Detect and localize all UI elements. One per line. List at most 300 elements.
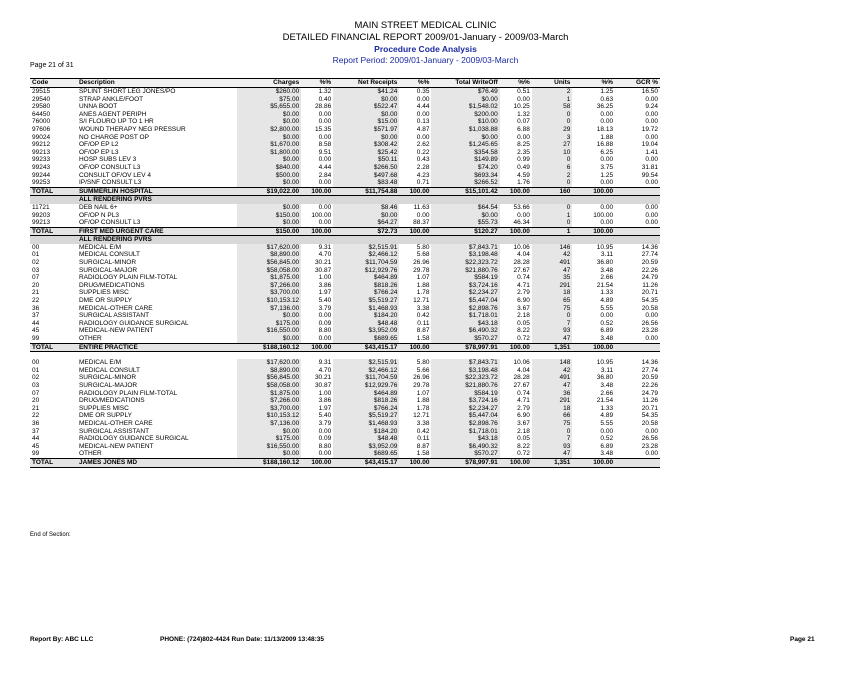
table-cell: 1.33 (600, 289, 614, 297)
table-cell: 4.70 (318, 251, 332, 259)
table-cell: 100.00 (301, 227, 333, 236)
table-cell: $5,519.27 (333, 412, 399, 420)
footer-page-number: Page 21 (790, 636, 815, 643)
table-cell: 54.35 (641, 412, 658, 420)
table-cell: DRUG/MEDICATIONS (78, 281, 145, 289)
table-cell: 0.22 (416, 148, 430, 156)
table-row (30, 282, 660, 290)
table-cell: $8,890.00 (237, 367, 301, 375)
table-cell: 0.35 (416, 88, 430, 95)
table-cell: $188,160.12 (237, 343, 301, 352)
table-row (30, 219, 660, 227)
table-cell: $149.89 (431, 156, 499, 164)
table-cell: 3.38 (416, 419, 430, 427)
table-cell: 3.67 (517, 419, 530, 427)
table-cell: 2.66 (600, 274, 614, 282)
table-cell: $78,997.91 (431, 343, 499, 352)
table-cell: $840.00 (237, 164, 301, 172)
table-cell: $12,929.76 (333, 267, 399, 275)
table-cell: $22,323.72 (431, 374, 499, 382)
table-cell: 0.00 (600, 219, 614, 227)
table-cell: $11,704.59 (333, 259, 399, 267)
table-cell: 36.80 (596, 259, 614, 267)
table-cell (333, 352, 399, 360)
table-cell: 07 (32, 389, 40, 397)
table-cell: 0.00 (318, 133, 332, 141)
financial-table (30, 78, 660, 468)
report-period: Report Period: 2009/01-January - 2009/03-March (332, 55, 519, 65)
table-cell: 8.87 (416, 327, 430, 335)
table-cell: $5,447.04 (431, 412, 499, 420)
table-cell: 93 (532, 443, 573, 451)
table-cell: 0.00 (318, 110, 332, 118)
table-cell: $21,880.76 (431, 382, 499, 390)
table-cell: 12.71 (413, 297, 430, 305)
table-cell: $1,468.93 (333, 420, 399, 428)
table-cell: $78,997.91 (431, 458, 499, 467)
table-cell: OTHER (78, 335, 102, 342)
table-cell: 0.00 (645, 118, 658, 126)
table-cell: $12,929.76 (333, 382, 399, 390)
table-cell: 1.00 (318, 274, 332, 282)
table-cell: 36 (32, 419, 40, 427)
table-cell (333, 196, 399, 204)
table-cell: 4.71 (517, 397, 530, 405)
table-cell: 99213 (32, 219, 51, 227)
table-cell: 8.80 (318, 442, 332, 450)
table-row (30, 88, 660, 96)
analysis-title: Procedure Code Analysis (374, 44, 477, 54)
table-cell: 0.51 (517, 88, 530, 95)
column-header: %% (572, 79, 615, 88)
table-cell: 3.86 (318, 397, 332, 405)
table-cell: $0.00 (237, 134, 301, 142)
table-cell: 27.74 (641, 251, 658, 259)
table-row (30, 259, 660, 267)
table-cell: $76.49 (431, 88, 499, 96)
section-row (30, 236, 660, 244)
table-cell: OTHER (78, 450, 102, 458)
table-cell: 36 (532, 390, 573, 398)
table-cell: 07 (32, 274, 40, 282)
table-cell: 1 (532, 227, 573, 236)
table-cell: 0.43 (416, 156, 430, 164)
table-cell: 0.72 (517, 335, 530, 342)
table-cell: 03 (32, 381, 40, 389)
table-cell: $464.89 (333, 274, 399, 282)
table-cell: 35 (532, 274, 573, 282)
table-cell: 8.58 (318, 141, 332, 149)
table-cell: $3,952.09 (333, 443, 399, 451)
table-cell: $6,490.32 (431, 443, 499, 451)
table-cell: 0.00 (645, 335, 658, 342)
table-cell: RADIOLOGY PLAIN FILM-TOTAL (78, 389, 178, 397)
table-cell: 10.95 (596, 359, 614, 367)
table-cell: $15,101.42 (431, 187, 499, 196)
table-cell: 0.00 (517, 95, 530, 103)
table-cell: 1.32 (517, 110, 530, 118)
table-row (30, 312, 660, 320)
table-cell: 0.00 (600, 312, 614, 320)
table-cell: 291 (532, 397, 573, 405)
table-cell: 3.86 (318, 281, 332, 289)
table-row (30, 164, 660, 172)
table-cell: $0.00 (431, 134, 499, 142)
table-row (30, 320, 660, 328)
table-cell: 3.48 (600, 266, 614, 274)
table-cell: 4.59 (517, 171, 530, 179)
table-cell: 29.78 (413, 381, 430, 389)
table-cell: 54.35 (641, 297, 658, 305)
table-cell: $2,898.76 (431, 420, 499, 428)
table-cell: 29540 (32, 95, 51, 103)
table-cell (572, 352, 615, 360)
table-cell: 0.71 (416, 179, 430, 187)
table-cell: $56,845.00 (237, 374, 301, 382)
table-cell: $150.00 (237, 227, 301, 236)
table-cell: $48.48 (333, 320, 399, 328)
table-cell: FIRST MED URGENT CARE (77, 227, 237, 236)
table-cell (399, 196, 431, 204)
table-cell: 1.32 (318, 88, 332, 95)
table-cell: 21 (32, 289, 40, 297)
table-cell: 1 (532, 212, 573, 220)
table-row (30, 382, 660, 390)
table-cell: TOTAL (30, 343, 77, 352)
table-cell: 58 (532, 103, 573, 111)
table-cell: 37 (32, 427, 40, 435)
table-cell: 100.00 (572, 458, 615, 467)
table-cell: $83.48 (333, 179, 399, 187)
table-cell: 3 (532, 134, 573, 142)
table-cell: $0.00 (237, 312, 301, 320)
table-cell: $7,266.00 (237, 397, 301, 405)
table-cell: 4.89 (600, 297, 614, 305)
table-cell: 6.90 (517, 412, 530, 420)
total-row (30, 187, 660, 196)
table-cell: $3,724.16 (431, 397, 499, 405)
table-cell: $16,550.00 (237, 443, 301, 451)
table-cell: $0.00 (237, 219, 301, 227)
table-cell: 0 (532, 204, 573, 212)
table-cell: 491 (532, 259, 573, 267)
table-cell: 0.00 (645, 219, 658, 227)
table-cell: $2,515.91 (333, 359, 399, 367)
table-cell: 02 (32, 259, 40, 267)
table-row (30, 359, 660, 367)
table-cell: 9.31 (318, 243, 332, 251)
table-cell: MEDICAL-NEW PATIENT (78, 327, 154, 335)
table-cell: 99233 (32, 156, 51, 164)
table-cell: ALL RENDERING PVRS (77, 196, 237, 204)
table-cell: $58,058.00 (237, 267, 301, 275)
table-cell: $200.00 (431, 111, 499, 119)
table-cell: $64.54 (431, 204, 499, 212)
table-cell: OF/OP CONSULT L3 (78, 219, 141, 227)
table-cell: 100.00 (500, 227, 532, 236)
table-cell: $64.27 (333, 219, 399, 227)
table-cell: 2.18 (517, 427, 530, 435)
table-row (30, 274, 660, 282)
table-cell: 99203 (32, 211, 51, 219)
table-cell: 66 (532, 412, 573, 420)
table-cell (615, 352, 660, 360)
table-cell: 21 (32, 404, 40, 412)
table-cell: 18.13 (596, 125, 614, 133)
table-cell: SURGICAL-MINOR (78, 259, 137, 267)
table-cell: 36.80 (596, 374, 614, 382)
table-cell (615, 458, 660, 467)
table-cell: 30.21 (314, 259, 332, 267)
table-cell: 0 (532, 111, 573, 119)
table-row (30, 289, 660, 297)
table-cell: 29 (532, 126, 573, 134)
table-cell: 0.07 (517, 118, 530, 126)
table-cell: 0.00 (416, 110, 430, 118)
table-row (30, 251, 660, 259)
table-cell: 47 (532, 450, 573, 458)
table-cell: 100.00 (301, 458, 333, 467)
table-cell: $74.20 (431, 164, 499, 172)
table-cell: $41.24 (333, 88, 399, 96)
table-cell: 5.80 (416, 359, 430, 367)
table-row (30, 111, 660, 119)
table-cell: DME OR SUPPLY (78, 297, 132, 305)
table-cell: 20.58 (641, 304, 658, 312)
table-cell: 0.00 (318, 203, 332, 211)
table-row (30, 134, 660, 142)
table-cell: 100.00 (572, 343, 615, 352)
table-cell: 64450 (32, 110, 51, 118)
table-cell: $7,843.71 (431, 359, 499, 367)
table-cell: 0.00 (416, 211, 430, 219)
table-header-row (30, 79, 660, 88)
table-cell (615, 236, 660, 244)
table-cell: $2,234.27 (431, 405, 499, 413)
table-cell (532, 236, 573, 244)
table-cell: $58,058.00 (237, 382, 301, 390)
table-cell: 14.36 (641, 359, 658, 367)
table-cell: 21.54 (596, 397, 614, 405)
table-cell: 0.99 (517, 156, 530, 164)
table-cell (30, 236, 77, 244)
table-cell: 16.88 (596, 141, 614, 149)
table-cell: $21,880.76 (431, 267, 499, 275)
table-cell: 7 (532, 320, 573, 328)
table-cell: TOTAL (30, 227, 77, 236)
table-cell (237, 236, 301, 244)
table-row (30, 267, 660, 275)
table-cell: $10,153.12 (237, 297, 301, 305)
table-row (30, 420, 660, 428)
table-cell: 6.89 (600, 442, 614, 450)
table-cell: 1.88 (600, 133, 614, 141)
table-cell: $689.65 (333, 450, 399, 458)
table-cell: $0.00 (333, 96, 399, 104)
table-cell: $3,198.48 (431, 251, 499, 259)
table-cell: 10 (532, 149, 573, 157)
table-cell: MEDICAL CONSULT (78, 366, 141, 374)
table-cell: $43.18 (431, 320, 499, 328)
table-cell: 100.00 (311, 211, 332, 219)
table-cell: 0.09 (318, 319, 332, 327)
table-cell: 0.00 (600, 118, 614, 126)
table-cell: 30.21 (314, 374, 332, 382)
table-cell: 5.40 (318, 297, 332, 305)
table-cell: OF/OP CONSULT L3 (78, 163, 141, 171)
table-cell: DEB NAIL 6+ (78, 203, 118, 211)
table-cell: 75 (532, 420, 573, 428)
table-row (30, 141, 660, 149)
table-cell: $266.50 (333, 164, 399, 172)
table-cell: MEDICAL CONSULT (78, 251, 141, 259)
table-cell: 1.07 (416, 274, 430, 282)
table-cell (532, 352, 573, 360)
table-cell: 00 (32, 359, 40, 367)
table-cell: 100.00 (572, 227, 615, 236)
table-cell: 6.25 (600, 148, 614, 156)
table-cell: 10.06 (513, 359, 530, 367)
table-cell: 0.00 (318, 179, 332, 187)
table-cell: $0.00 (237, 111, 301, 119)
table-cell: 100.00 (399, 458, 431, 467)
table-cell: $3,724.16 (431, 282, 499, 290)
table-cell: $19,022.00 (237, 187, 301, 196)
table-cell: $184.20 (333, 428, 399, 436)
table-cell: 0.00 (645, 211, 658, 219)
table-cell: 0.00 (600, 179, 614, 187)
table-cell: $260.00 (237, 88, 301, 96)
table-cell: 3.48 (600, 450, 614, 458)
table-cell: 20.71 (641, 404, 658, 412)
table-cell: 0.00 (645, 312, 658, 320)
table-cell: 148 (532, 359, 573, 367)
table-cell: 100.00 (399, 187, 431, 196)
table-cell: $6,490.32 (431, 327, 499, 335)
table-cell: $11,704.59 (333, 374, 399, 382)
table-cell: 75 (532, 305, 573, 313)
column-header: %% (399, 79, 431, 88)
table-cell: 1.00 (318, 389, 332, 397)
table-cell: 100.00 (399, 227, 431, 236)
table-cell: 1.76 (517, 179, 530, 187)
table-cell: $188,160.12 (237, 458, 301, 467)
table-cell: 36 (32, 304, 40, 312)
table-cell: $497.68 (333, 172, 399, 180)
table-cell: 18 (532, 289, 573, 297)
report-title: DETAILED FINANCIAL REPORT 2009/01-January - 2009/03-March (282, 32, 569, 43)
table-cell: ENTIRE PRACTICE (77, 343, 237, 352)
table-cell: 0.00 (600, 110, 614, 118)
table-cell: 2 (532, 172, 573, 180)
table-cell: 9.24 (645, 103, 658, 111)
table-cell: 2.79 (517, 404, 530, 412)
table-cell: 8.80 (318, 327, 332, 335)
table-cell: 99213 (32, 148, 51, 156)
table-cell: $175.00 (237, 435, 301, 443)
table-cell: ALL RENDERING PVRS (77, 236, 237, 244)
table-cell (399, 352, 431, 360)
table-cell (237, 196, 301, 204)
table-cell: 29515 (32, 88, 51, 95)
total-row (30, 458, 660, 467)
table-cell: MEDICAL E/M (78, 359, 121, 367)
table-row (30, 156, 660, 164)
table-cell: 0.00 (600, 203, 614, 211)
table-cell: 99212 (32, 141, 51, 149)
table-cell: $43,415.17 (333, 458, 399, 467)
table-row (30, 435, 660, 443)
table-cell: 0.00 (517, 133, 530, 141)
table-cell: $500.00 (237, 172, 301, 180)
table-cell: 30.87 (314, 266, 332, 274)
table-cell: 1.25 (600, 88, 614, 95)
table-cell: 0 (532, 312, 573, 320)
table-cell (431, 352, 499, 360)
footer-phone-run-date: PHONE: (724)802-4424 Run Date: 11/13/2009 13:48:35 (160, 636, 325, 643)
table-cell: $7,266.00 (237, 282, 301, 290)
table-row (30, 172, 660, 180)
table-cell (30, 352, 77, 360)
table-cell: UNNA BOOT (78, 103, 118, 111)
table-cell: 26.96 (413, 259, 430, 267)
table-cell: 0.74 (517, 389, 530, 397)
table-cell: 0.00 (318, 335, 332, 342)
table-cell: 3.75 (600, 163, 614, 171)
table-cell: 99.54 (641, 171, 658, 179)
table-cell: 100.00 (301, 187, 333, 196)
table-cell: SURGICAL-MAJOR (78, 266, 138, 274)
table-cell: $15.00 (333, 118, 399, 126)
table-cell: 11.26 (642, 281, 658, 289)
table-cell: 0.00 (517, 211, 530, 219)
total-row (30, 227, 660, 236)
table-cell: 27.67 (513, 266, 530, 274)
table-row (30, 397, 660, 405)
table-cell: 0.05 (517, 319, 530, 327)
table-cell: 2.35 (517, 148, 530, 156)
table-cell: 21.54 (596, 281, 614, 289)
table-cell: 15.35 (314, 125, 332, 133)
table-cell: 18 (532, 405, 573, 413)
table-cell: 2.28 (416, 163, 430, 171)
table-row (30, 390, 660, 398)
table-cell: $2,898.76 (431, 305, 499, 313)
table-cell: 16.50 (641, 88, 658, 95)
page-of-label: Page 21 of 31 (30, 62, 74, 69)
table-cell: $7,136.00 (237, 305, 301, 313)
table-cell: 5.66 (416, 366, 430, 374)
table-cell: $75.00 (237, 96, 301, 104)
table-row (30, 352, 660, 360)
table-cell (399, 236, 431, 244)
column-header: Description (77, 79, 237, 88)
table-cell: 8.22 (517, 327, 530, 335)
table-cell: $1,800.00 (237, 149, 301, 157)
table-cell: $150.00 (237, 212, 301, 220)
table-row (30, 327, 660, 335)
column-header: Code (30, 79, 77, 88)
table-cell: 26.56 (641, 319, 658, 327)
table-cell: 0.00 (645, 110, 658, 118)
table-cell: 0.74 (517, 274, 530, 282)
table-cell: 24.79 (641, 389, 658, 397)
table-row (30, 297, 660, 305)
table-row (30, 428, 660, 436)
table-cell: 28.86 (314, 103, 332, 111)
table-row (30, 335, 660, 343)
table-cell: 5.55 (600, 419, 614, 427)
